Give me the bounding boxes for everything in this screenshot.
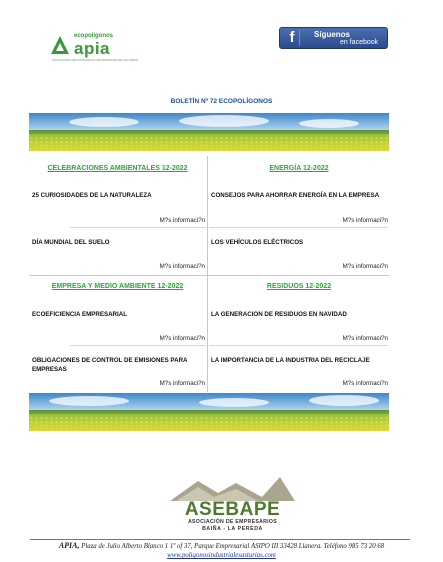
apia-logo (50, 32, 139, 62)
category-celebraciones[interactable]: CELEBRACIONES AMBIENTALES 12-2022 (47, 165, 188, 172)
article-title[interactable]: LA GENERACION DE RESIDUOS EN NAVIDAD (211, 311, 347, 318)
article-title[interactable]: OBLIGACIONES DE CONTROL DE EMISIONES PARA EMPRESAS (32, 357, 188, 373)
article-separator (209, 227, 388, 228)
article-title[interactable]: 25 CURIOSIDADES DE LA NATURALEZA (32, 192, 152, 199)
asebape-logo (170, 475, 295, 535)
facebook-follow-button[interactable] (279, 27, 388, 49)
more-info-link[interactable]: M?s informaci?n (342, 217, 388, 224)
article-title[interactable]: CONSEJOS PARA AHORRAR ENERGÍA EN LA EMPRESA (211, 192, 380, 199)
more-info-link[interactable]: M?s informaci?n (159, 217, 205, 224)
footer-org: APIA, (58, 541, 80, 550)
apia-brand-text: apia (74, 39, 111, 58)
apia-small-text: ecopolígonos (74, 33, 113, 39)
facebook-label-1: Síguenos (314, 30, 351, 39)
apia-tagline: ASOCIACIÓN DE POLÍGONOS INDUSTRIALES DE ASTURIAS (52, 58, 139, 62)
section-divider (29, 275, 389, 276)
footer-address-text: Plaza de Julio Alberto Blanco 1 1º of 37, Parque Empresarial ASIPO III 33428 Llanera. Teléfono 985 73 20 68 (79, 543, 385, 550)
category-empresa-medio-ambiente[interactable]: EMPRESA Y MEDIO AMBIENTE 12-2022 (51, 283, 184, 290)
facebook-icon: f (285, 30, 300, 46)
apia-triangle-icon (50, 35, 70, 55)
asebape-name: ASEBAPE (184, 499, 281, 520)
bottom-banner-image (29, 393, 389, 431)
facebook-label-2: en facebook (340, 39, 379, 46)
category-residuos[interactable]: RESIDUOS 12-2022 (266, 283, 332, 290)
article-title[interactable]: DÍA MUNDIAL DEL SUELO (32, 239, 110, 246)
more-info-link[interactable]: M?s informaci?n (342, 380, 388, 387)
article-separator (70, 345, 206, 346)
more-info-link[interactable]: M?s informaci?n (342, 335, 388, 342)
article-separator (209, 345, 388, 346)
footer-divider (30, 539, 410, 540)
article-title[interactable]: ECOEFICIENCIA EMPRESARIAL (32, 311, 127, 318)
top-banner-image (29, 113, 389, 151)
category-energia[interactable]: ENERGÍA 12-2022 (269, 165, 329, 172)
more-info-link[interactable]: M?s informaci?n (159, 263, 205, 270)
article-title[interactable]: LOS VEHÍCULOS ELÉCTRICOS (211, 239, 304, 246)
column-divider (207, 156, 208, 392)
asebape-line-2: BAIÑA - LA PEREDA (202, 526, 263, 532)
more-info-link[interactable]: M?s informaci?n (159, 380, 205, 387)
more-info-link[interactable]: M?s informaci?n (342, 263, 388, 270)
asebape-line-1: ASOCIACIÓN DE EMPRESARIOS (187, 519, 278, 525)
bulletin-title: BOLETÍN Nº 72 ECOPOLÍGONOS (170, 98, 273, 105)
footer-address (0, 541, 443, 550)
article-title[interactable]: LA IMPORTANCIA DE LA INDUSTRIA DEL RECICLAJE (211, 357, 370, 364)
article-separator (70, 227, 206, 228)
more-info-link[interactable]: M?s informaci?n (159, 335, 205, 342)
footer-website-link[interactable]: www.poligonosindustrialesasturias.com (167, 552, 276, 559)
